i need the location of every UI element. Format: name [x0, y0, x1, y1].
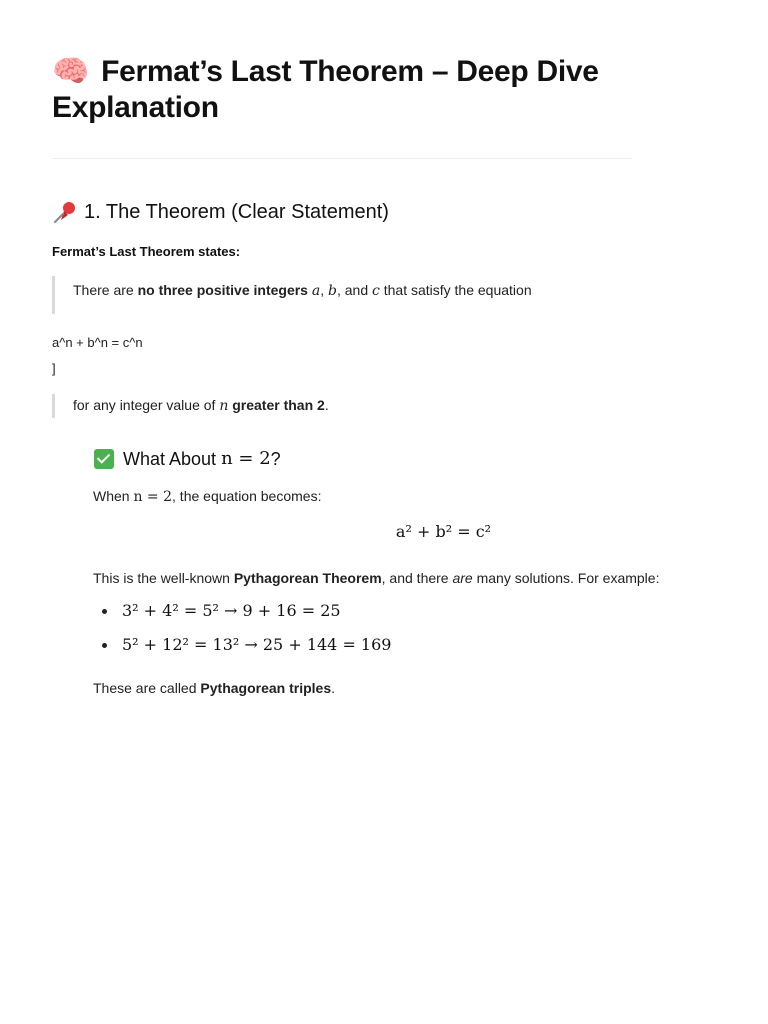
quote-text: that satisfy the equation: [379, 282, 532, 298]
theorem-lead: Fermat’s Last Theorem states:: [52, 244, 241, 259]
para-text: .: [331, 680, 335, 696]
para-text: These are called: [93, 680, 201, 696]
quote-text: for any integer value of: [73, 397, 220, 413]
para-text: , the equation becomes:: [172, 488, 322, 504]
brain-icon: 🧠: [52, 54, 90, 89]
triples-paragraph: [93, 678, 335, 698]
quote-text: There are: [73, 282, 138, 298]
heading-math: n = 2: [221, 448, 271, 469]
para-bold: Pythagorean Theorem: [233, 570, 382, 586]
blockquote-condition: [52, 394, 713, 418]
raw-bracket-line: ]: [52, 361, 56, 376]
section-divider: [52, 158, 632, 159]
quote-sep: ,: [320, 282, 328, 298]
para-text: , and there: [381, 570, 453, 586]
list-item: 3² + 4² = 5² → 9 + 16 = 25: [100, 600, 391, 634]
page-title: [52, 54, 692, 126]
section-heading: [52, 199, 389, 225]
math-var-a: a: [311, 283, 321, 299]
examples-list: [100, 600, 391, 668]
para-text: This is the well-known: [93, 570, 234, 586]
check-icon: [94, 449, 114, 469]
subsection-heading-text: ?: [270, 449, 281, 469]
math-var-c: c: [372, 283, 380, 299]
para-text: many solutions. For example:: [472, 570, 660, 586]
math-var-b: b: [328, 283, 337, 299]
subsection-heading: [94, 447, 281, 471]
quote-sep: , and: [336, 282, 372, 298]
para-bold: Pythagorean triples: [200, 680, 332, 696]
when-paragraph: [93, 486, 321, 507]
math-var-n: n: [219, 398, 229, 414]
pythagorean-paragraph: [93, 568, 659, 588]
quote-text: .: [324, 397, 329, 413]
subsection-heading-text: What About: [123, 449, 217, 469]
para-text: When: [93, 488, 134, 504]
para-italic: are: [452, 570, 473, 586]
section-heading-text: 1. The Theorem (Clear Statement): [84, 201, 389, 223]
page-title-text: Fermat’s Last Theorem – Deep Dive Explanation: [52, 55, 599, 124]
pin-icon: [52, 200, 78, 224]
quote-bold: greater than 2: [228, 397, 325, 413]
raw-equation-line: a^n + b^n = c^n: [52, 335, 143, 350]
quote-bold: no three positive integers: [137, 282, 308, 298]
list-item: 5² + 12² = 13² → 25 + 144 = 169: [100, 634, 391, 668]
blockquote-statement: [52, 276, 713, 314]
inline-math: n = 2: [133, 489, 173, 505]
display-equation: a² + b² = c²: [395, 522, 492, 541]
